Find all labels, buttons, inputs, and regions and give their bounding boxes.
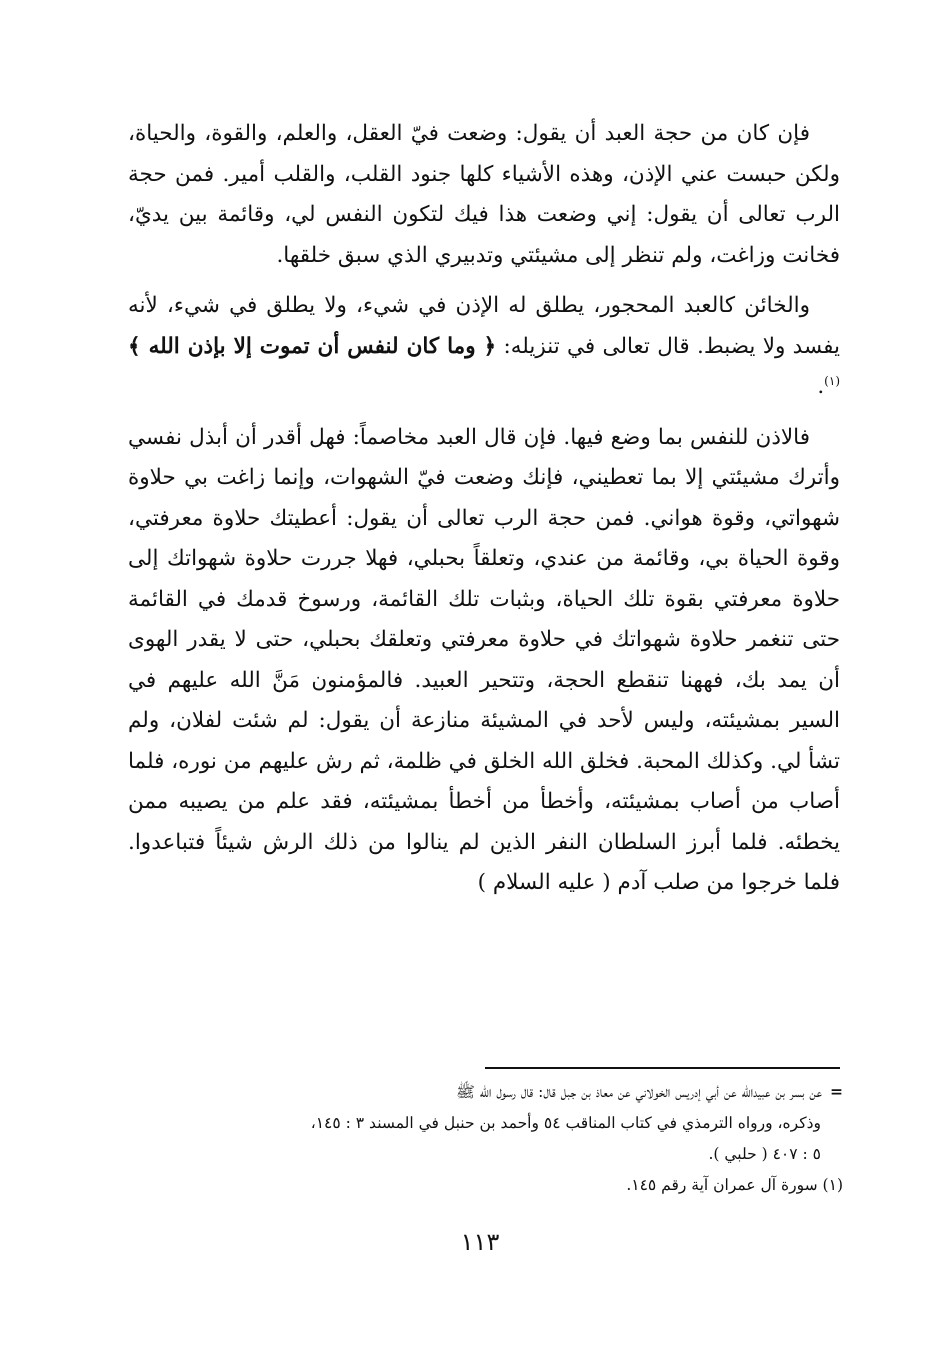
paragraph-2-end: . <box>817 374 825 399</box>
footnote-continuation-text-1: عن بسر بن عبيدالله عن أبي إدريس الخولاني عن معاذ بن جبل قال: قال رسول الله ﷺ <box>456 1083 822 1101</box>
continuation-mark: = <box>830 1082 843 1101</box>
footnote-continuation-line-3: ٥ : ٤٠٧ ( حلبي ). <box>708 1145 821 1163</box>
page-number: ١١٣ <box>460 1228 500 1256</box>
paragraph-1: فإن كان من حجة العبد أن يقول: وضعت فيّ العقل، والعلم، والقوة، والحياة، ولكن حبست عني الإذن، وهذه الأشياء كلها جنود القلب، والقلب أمير. فمن حجة الرب تعالى أن يقول: إني وضعت هذا فيك لتكون النفس لي، وقائمة بين يديّ، فخانت وزاغت، ولم تنظر إلى مشيئتي وتدبيري الذي سبق خلقها. <box>128 121 840 268</box>
footnotes <box>125 1076 843 1201</box>
footnote-separator <box>485 1067 840 1069</box>
footnote-continuation-line-2: وذكره، ورواه الترمذي في كتاب المناقب ٥٤ وأحمد بن حنبل في المسند ٣ : ١٤٥، <box>310 1114 821 1132</box>
quran-quote: ﴿ وما كان لنفس أن تموت إلا بإذن الله ﴾ <box>128 333 497 359</box>
footnote-reference: (١) <box>824 373 840 388</box>
main-text <box>128 114 840 904</box>
footnote-1: (١) سورة آل عمران آية رقم ١٤٥. <box>626 1176 843 1194</box>
paragraph-2 <box>128 286 840 408</box>
paragraph-3: فالاذن للنفس بما وضع فيها. فإن قال العبد مخاصماً: فهل أقدر أن أبذل نفسي وأترك مشيئتي إلا بما تعطيني، فإنك وضعت فيّ الشهوات، وإنما زاغت بي حلاوة شهواتي، وقوة هواني. فمن حجة الرب تعالى أن يقول: أعطيتك حلاوة معرفتي، وقوة الحياة بي، وقائمة من عندي، وتعلقاً بحبلي، فهلا جررت حلاوة شهواتك إلى حلاوة معرفتي بقوة تلك الحياة، وبثبات تلك القائمة، ورسوخ قدمك في القائمة حتى تنغمر حلاوة شهواتك في حلاوة معرفتي وتعلقك بحبلي، حتى لا يقدر الهوى أن يمد بك، فههنا تنقطع الحجة، وتتحير العبيد. فالمؤمنون مَنَّ الله عليهم في السير بمشيئته، وليس لأحد في المشيئة منازعة أن يقول: لم شئت لفلان، ولم تشأ لي. وكذلك المحبة. فخلق الله الخلق في ظلمة، ثم رش عليهم من نوره، فلما أصاب من أصاب بمشيئته، وأخطأ من أخطأ بمشيئته، فقد علم من يصيبه ممن يخطئه. فلما أبرز السلطان النفر الذين لم ينالوا من ذلك الرش شيئاً فتباعدوا. فلما خرجوا من صلب آدم ( عليه السلام ) <box>128 424 840 895</box>
footnote-continuation-line-1 <box>125 1076 843 1108</box>
paragraph-2-text: والخائن كالعبد المحجور، يطلق له الإذن في شيء، ولا يطلق في شيء، لأنه يفسد ولا يضبط. قال تعالى في تنزيله: <box>128 293 840 359</box>
